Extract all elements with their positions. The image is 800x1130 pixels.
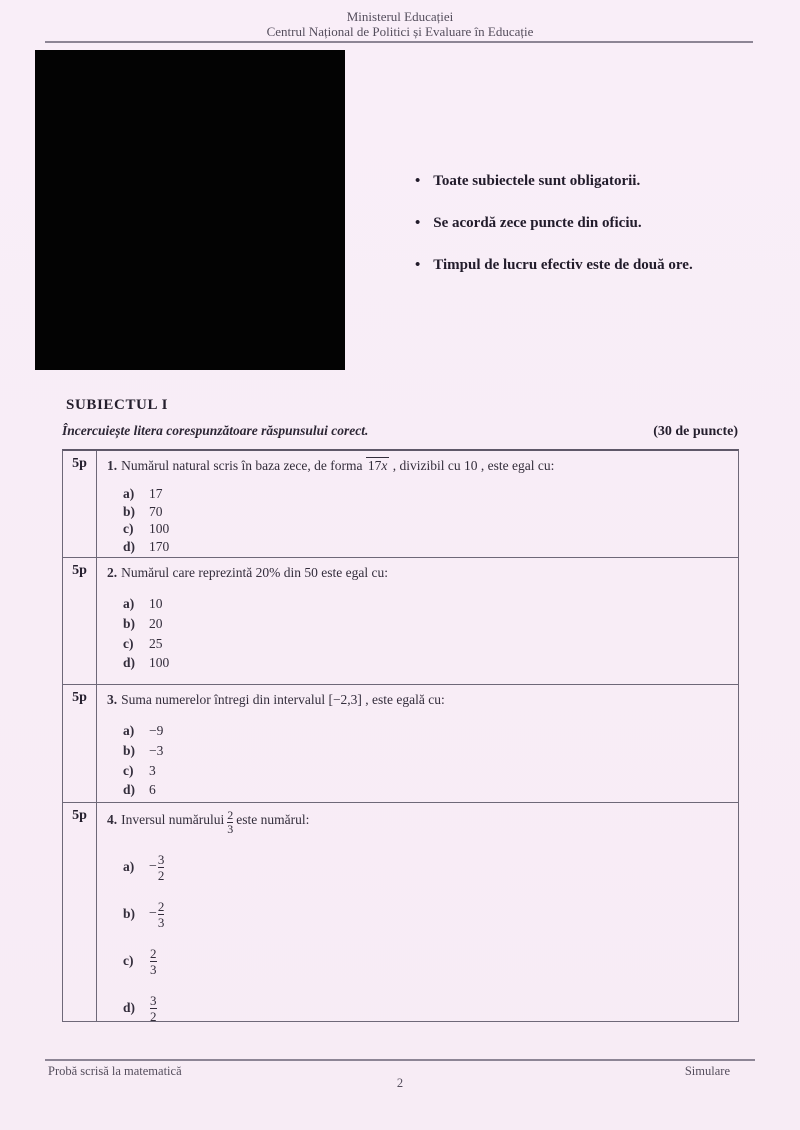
question-text — [107, 809, 730, 836]
notice-text: Toate subiectele sunt obligatorii. — [433, 173, 641, 189]
option-value: 100 — [149, 521, 170, 536]
option-row — [123, 594, 730, 614]
option-row — [123, 614, 730, 634]
question-row-4 — [63, 803, 738, 1024]
question-text-body: Suma numerelor întregi din intervalul [−2,3] , este egală cu: — [121, 692, 445, 707]
option-letter: b) — [123, 906, 136, 921]
instruction-row — [62, 423, 738, 440]
option-list — [123, 594, 730, 673]
option-row — [123, 850, 730, 884]
fraction-sign: − — [149, 859, 157, 874]
fraction-denominator: 3 — [227, 822, 234, 836]
question-row-3 — [63, 685, 738, 803]
option-row — [123, 634, 730, 654]
fraction-numerator: 2 — [157, 898, 165, 914]
question-number: 2. — [107, 565, 118, 580]
points-cell: 5p — [63, 803, 97, 1021]
notice-list — [415, 172, 775, 298]
option-letter: c) — [123, 635, 134, 651]
fraction — [158, 899, 165, 930]
overline-math — [366, 457, 390, 473]
option-value: 25 — [149, 635, 163, 651]
question-cell — [97, 558, 738, 684]
option-letter: a) — [123, 723, 135, 738]
option-row — [123, 503, 730, 521]
notice-text: Timpul de lucru efectiv este de două ore. — [433, 257, 693, 273]
bullet-icon: • — [415, 215, 421, 231]
points-cell: 5p — [63, 685, 97, 802]
option-value: 100 — [149, 655, 170, 671]
option-letter: c) — [123, 953, 134, 968]
option-value: −9 — [149, 723, 164, 738]
section-title: SUBIECTUL I — [66, 397, 169, 413]
option-value: 10 — [149, 596, 163, 611]
footer-subject: Probă scrisă la matematică — [48, 1064, 182, 1078]
section-points: (30 de puncte) — [653, 424, 738, 439]
question-cell — [97, 685, 738, 802]
question-row-2 — [63, 558, 738, 685]
notice-item — [415, 214, 775, 233]
fraction-denominator: 3 — [157, 914, 165, 930]
option-row — [123, 653, 730, 673]
header-line-1: Ministerul Educației — [346, 9, 454, 24]
instruction-text: Încercuiește litera corespunzătoare răspunsului corect. — [62, 423, 369, 438]
footer-divider — [45, 1059, 755, 1061]
question-text-after: , divizibil cu 10 , este egal cu: — [389, 458, 555, 473]
question-cell — [97, 803, 738, 1024]
fraction — [150, 993, 157, 1024]
option-letter: d) — [123, 782, 136, 798]
option-row — [123, 485, 730, 503]
option-letter: b) — [123, 742, 136, 758]
bullet-icon: • — [415, 173, 421, 189]
question-text-body: Numărul care reprezintă 20% din 50 este egal cu: — [121, 565, 389, 580]
question-table — [62, 449, 739, 1022]
overline-int: 17 — [367, 458, 382, 473]
fraction-sign: − — [149, 906, 157, 921]
option-letter: d) — [123, 655, 136, 671]
option-row — [123, 741, 730, 761]
option-row — [123, 944, 730, 978]
question-number: 4. — [107, 812, 118, 827]
inline-fraction — [227, 809, 233, 836]
option-row — [123, 538, 730, 556]
question-text — [107, 457, 730, 474]
option-value: 70 — [149, 503, 163, 519]
option-value: −3 — [149, 742, 164, 758]
question-text-after: este numărul: — [236, 812, 310, 827]
option-value: 20 — [149, 615, 163, 631]
points-cell: 5p — [63, 558, 97, 684]
option-letter: c) — [123, 762, 134, 778]
option-value: 6 — [149, 782, 156, 798]
option-letter: a) — [123, 859, 135, 874]
fraction-numerator: 2 — [150, 945, 157, 961]
document-header — [0, 9, 800, 39]
question-text — [107, 564, 730, 581]
option-row — [123, 897, 730, 931]
points-cell: 5p — [63, 451, 97, 557]
option-row — [123, 721, 730, 741]
option-value: 3 — [149, 762, 156, 778]
option-letter: d) — [123, 1000, 136, 1015]
option-letter: c) — [123, 521, 134, 536]
option-letter: b) — [123, 615, 136, 631]
fraction-denominator: 2 — [157, 867, 165, 883]
header-divider — [45, 41, 753, 43]
fraction-denominator: 2 — [150, 1008, 157, 1024]
option-list — [123, 721, 730, 800]
option-row — [123, 520, 730, 538]
option-list — [123, 485, 730, 555]
fraction-numerator: 2 — [227, 808, 234, 822]
question-text-before: Numărul natural scris în baza zece, de forma — [121, 458, 363, 473]
option-row — [123, 761, 730, 781]
question-number: 3. — [107, 692, 118, 707]
fraction-numerator: 3 — [157, 851, 165, 867]
notice-text: Se acordă zece puncte din oficiu. — [433, 215, 642, 231]
option-value: 17 — [149, 486, 163, 501]
redacted-box — [35, 50, 345, 370]
header-line-2: Centrul Național de Politici și Evaluare în Educație — [266, 24, 534, 39]
fraction-denominator: 3 — [150, 961, 157, 977]
option-letter: a) — [123, 486, 135, 501]
notice-item — [415, 172, 775, 191]
question-cell — [97, 451, 738, 557]
notice-item — [415, 256, 775, 275]
fraction — [150, 946, 157, 977]
footer-exam-type: Simulare — [684, 1064, 730, 1078]
page-number: 2 — [396, 1076, 404, 1090]
fraction — [158, 852, 165, 883]
option-letter: b) — [123, 503, 136, 519]
option-row — [123, 991, 730, 1025]
option-value: 170 — [149, 538, 170, 554]
bullet-icon: • — [415, 257, 421, 273]
overline-var: x — [381, 458, 388, 473]
question-row-1 — [63, 451, 738, 558]
question-number: 1. — [107, 458, 118, 473]
question-text-before: Inversul numărului — [121, 812, 225, 827]
question-text — [107, 691, 730, 708]
option-row — [123, 780, 730, 800]
option-letter: a) — [123, 596, 135, 611]
option-letter: d) — [123, 538, 136, 554]
option-list — [123, 850, 730, 1025]
fraction-numerator: 3 — [150, 992, 157, 1008]
